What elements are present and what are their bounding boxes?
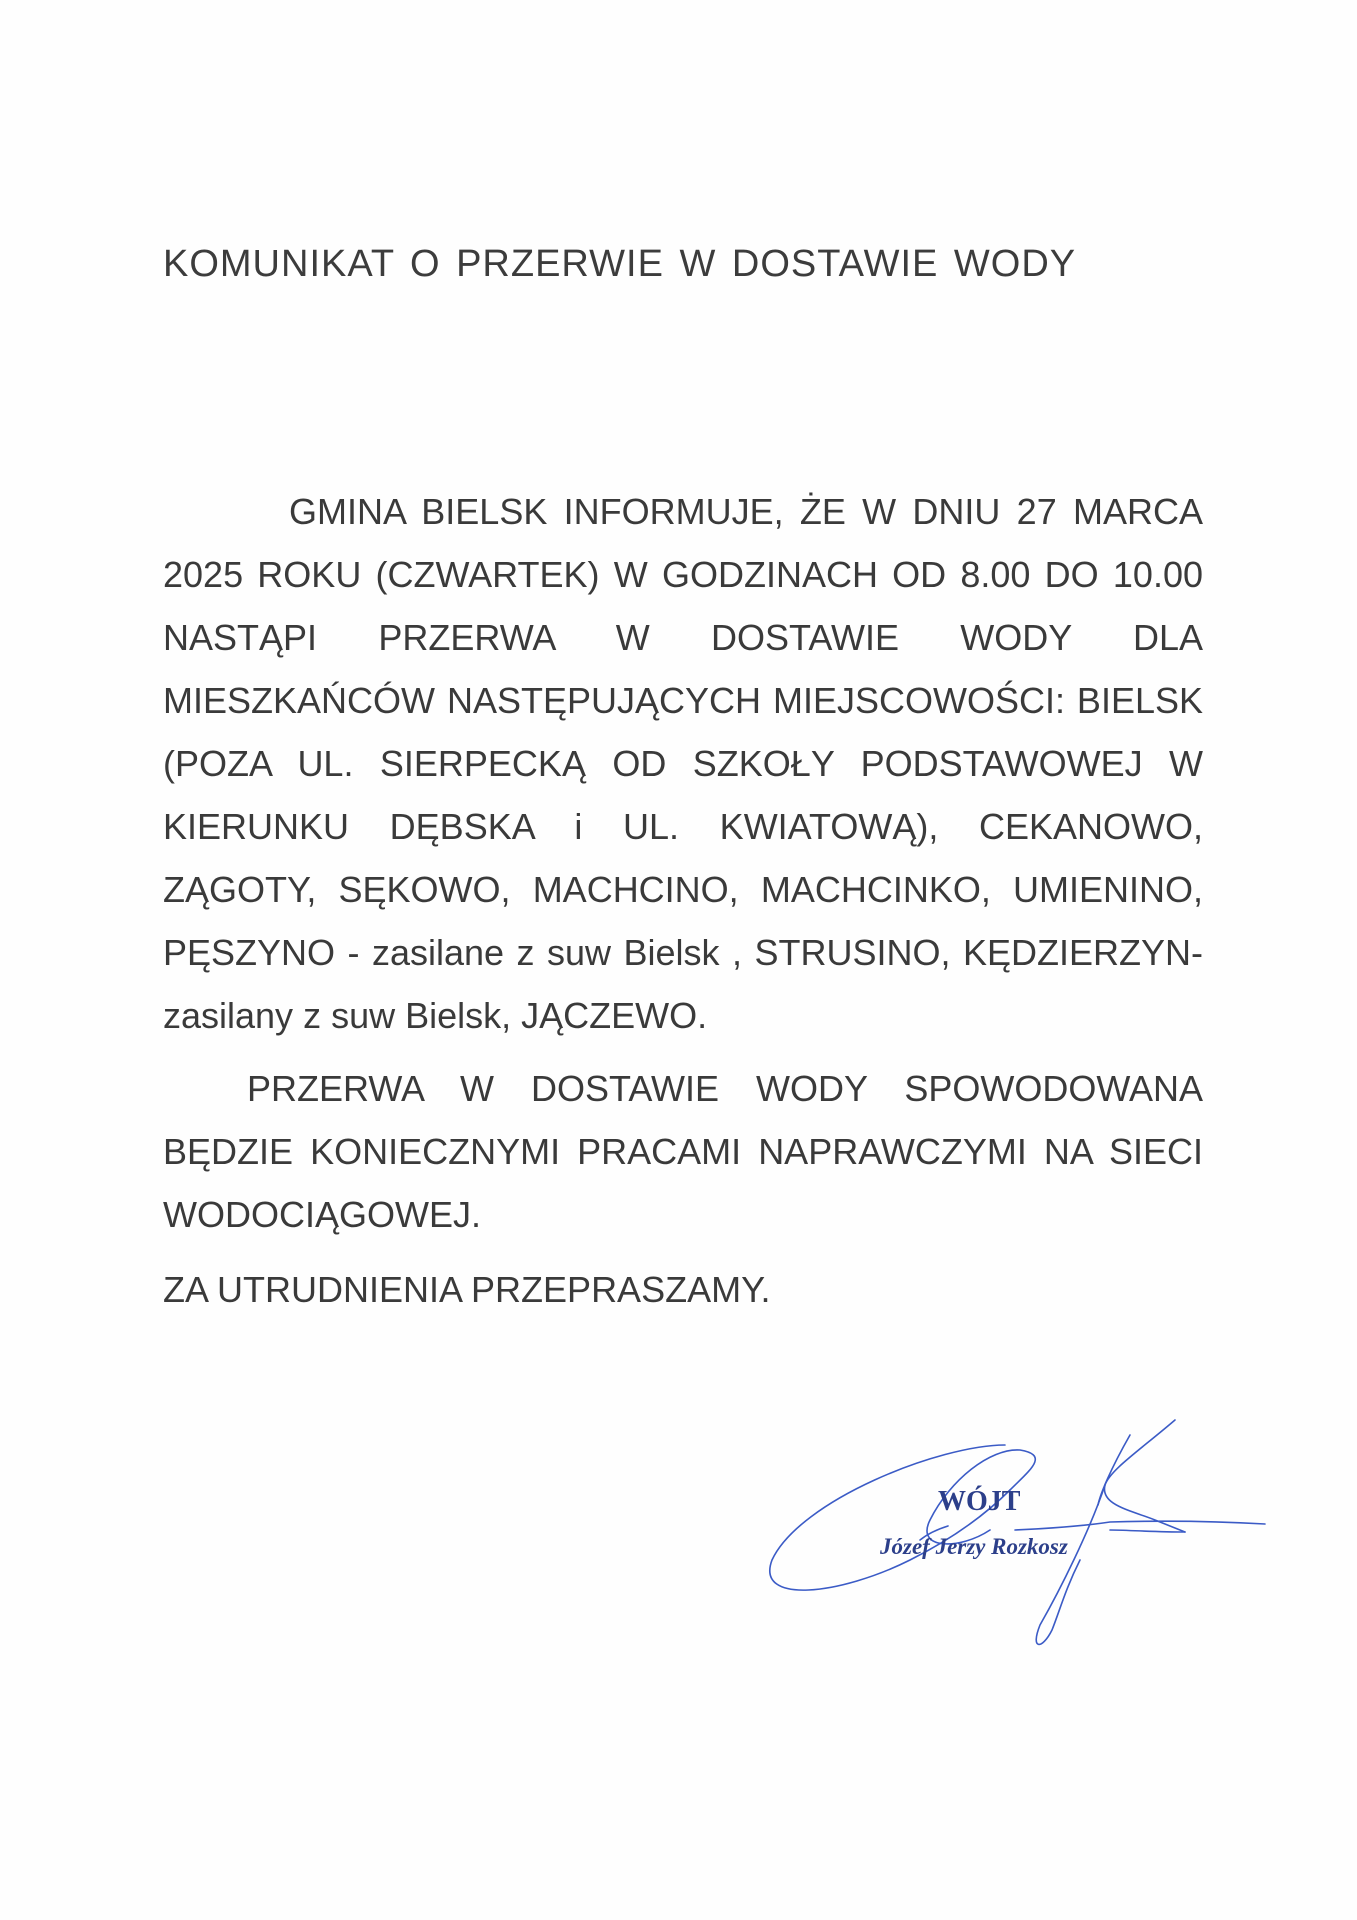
signature-block — [760, 1410, 1280, 1690]
stamp-name: Józef Jerzy Rozkosz — [880, 1534, 1068, 1559]
announcement-paragraph: GMINA BIELSK INFORMUJE, ŻE W DNIU 27 MARCA 2025 ROKU (CZWARTEK) W GODZINACH OD 8.00 DO 10.00 NASTĄPI PRZERWA W DOSTAWIE WODY DLA MIESZKAŃCÓW NASTĘPUJĄCYCH MIEJSCOWOŚCI: BIELSK (POZA UL. SIERPECKĄ OD SZKOŁY PODSTAWOWEJ W KIERUNKU DĘBSKA i UL. KWIATOWĄ), CEKANOWO, ZĄGOTY, SĘKOWO, MACHCINO, MACHCINKO, UMIENINO, PĘSZYNO - zasilane z suw Bielsk , STRUSINO, KĘDZIERZYN- zasilany z suw Bielsk, JĄCZEWO. — [163, 491, 1203, 1036]
document-body — [163, 480, 1203, 1321]
reason-paragraph: PRZERWA W DOSTAWIE WODY SPOWODOWANA BĘDZIE KONIECZNYMI PRACAMI NAPRAWCZYMI NA SIECI WODOCIĄGOWEJ. — [163, 1068, 1203, 1235]
document-title: KOMUNIKAT O PRZERWIE W DOSTAWIE WODY — [163, 243, 1077, 285]
stamp-title: WÓJT — [938, 1486, 1021, 1517]
official-stamp — [760, 1410, 1280, 1690]
apology-paragraph: ZA UTRUDNIENIA PRZEPRASZAMY. — [163, 1269, 771, 1310]
